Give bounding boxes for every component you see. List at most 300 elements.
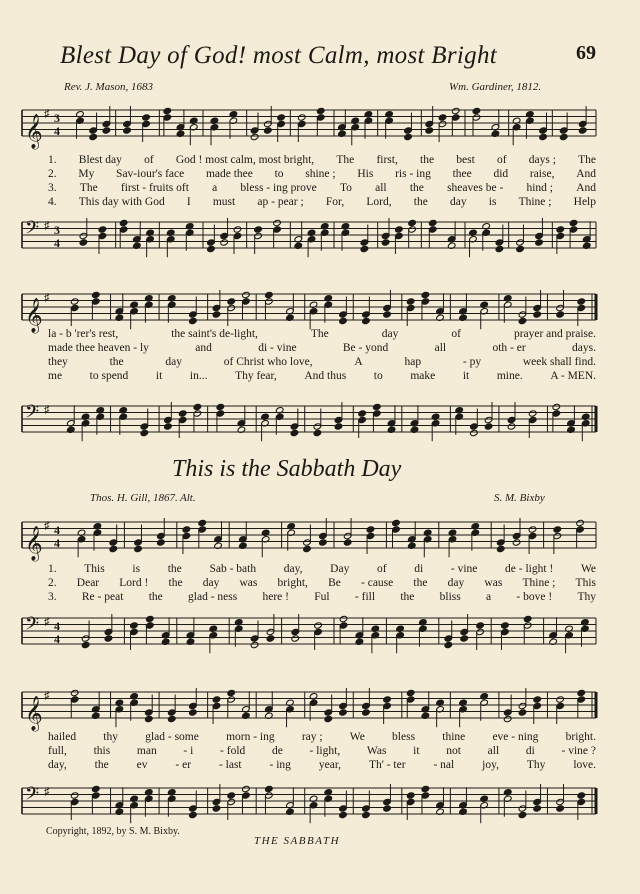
- note-head: [406, 792, 415, 799]
- lyric-syllable: the: [109, 356, 124, 368]
- note-head: [404, 133, 413, 140]
- lyric-syllable: - nal: [433, 759, 455, 771]
- lyric-syllable: full,: [48, 745, 67, 757]
- lyric-syllable: We: [580, 563, 596, 575]
- lyric-syllable: glad - some: [145, 731, 199, 743]
- lyric-syllable: the: [168, 577, 183, 589]
- lyric-syllable: Th' - ter: [368, 759, 406, 771]
- lyric-syllable: day: [447, 577, 465, 589]
- lyric-syllable: This: [575, 577, 596, 589]
- note-head: [319, 539, 328, 546]
- note-head: [70, 792, 79, 799]
- note-head: [164, 423, 173, 430]
- lyric-syllable: all: [487, 745, 500, 757]
- lyric-line: [48, 370, 596, 384]
- sharp-icon: ♯: [44, 690, 50, 702]
- lyric-syllable: ev: [136, 759, 148, 771]
- sharp-icon: ♯: [44, 404, 50, 416]
- note-head: [381, 239, 390, 246]
- lyric-syllable: best: [456, 154, 475, 166]
- lyric-syllable: made thee: [205, 168, 253, 180]
- note-head: [535, 239, 544, 246]
- note-head: [303, 545, 312, 552]
- lyric-syllable: The: [578, 154, 596, 166]
- lyric-syllable: Re - peat: [81, 591, 124, 603]
- lyric-syllable: And: [576, 182, 596, 194]
- lyric-syllable: 2.: [48, 577, 57, 589]
- lyric-syllable: mine.: [496, 370, 523, 382]
- note-head: [444, 641, 453, 648]
- note-head: [484, 423, 493, 430]
- note-head: [406, 689, 415, 696]
- note-head: [250, 641, 259, 648]
- note-head: [250, 133, 259, 140]
- lyric-syllable: hailed: [48, 731, 77, 743]
- lyric-syllable: Help: [573, 196, 596, 208]
- lyric-syllable: thy: [103, 731, 118, 743]
- note-head: [104, 635, 113, 642]
- bass-clef-icon: 𝄢: [25, 402, 40, 427]
- lyric-syllable: must: [212, 196, 236, 208]
- lyric-syllable: the: [413, 577, 428, 589]
- lyric-syllable: Thine ;: [522, 577, 556, 589]
- lyric-syllable: day: [449, 196, 467, 208]
- lyric-syllable: first - fruits oft: [120, 182, 189, 194]
- note-head: [362, 709, 371, 716]
- lyric-syllable: Day: [330, 563, 350, 575]
- lyric-syllable: the: [400, 591, 415, 603]
- lyric-line: [48, 356, 596, 370]
- lyric-syllable: a: [486, 591, 492, 603]
- note-head: [395, 226, 404, 233]
- note-head: [518, 317, 527, 324]
- treble-clef-icon: 𝄞: [25, 526, 43, 561]
- note-head: [277, 114, 286, 121]
- note-head: [167, 715, 176, 722]
- lyric-line: [48, 328, 596, 342]
- time-signature: 4: [54, 632, 60, 646]
- note-head: [157, 539, 166, 546]
- lyric-syllable: - light,: [309, 745, 341, 757]
- lyric-syllable: - fill: [354, 591, 376, 603]
- lyric-syllable: hind ;: [526, 182, 553, 194]
- lyric-line: [48, 342, 596, 356]
- lyric-syllable: ris - ing: [395, 168, 431, 180]
- lyric-syllable: shine ;: [305, 168, 336, 180]
- time-signature: 3: [54, 223, 60, 237]
- note-head: [324, 715, 333, 722]
- bass-clef-icon: 𝄢: [25, 784, 40, 809]
- lyric-syllable: di: [525, 745, 535, 757]
- lyric-syllable: this: [93, 745, 111, 757]
- lyric-syllable: the: [413, 196, 428, 208]
- note-head: [193, 403, 202, 410]
- hymn1-system1-treble-staff: [0, 104, 640, 149]
- note-head: [428, 219, 437, 226]
- treble-clef-icon: 𝄞: [25, 114, 43, 149]
- lyric-syllable: is: [132, 563, 141, 575]
- lyric-syllable: - vine ?: [561, 745, 596, 757]
- sharp-icon: ♯: [44, 616, 50, 628]
- time-signature: 4: [54, 536, 60, 550]
- note-head: [512, 539, 521, 546]
- note-head: [339, 317, 348, 324]
- note-head: [207, 245, 216, 252]
- lyric-syllable: in...: [189, 370, 208, 382]
- note-head: [552, 403, 561, 410]
- lyric-syllable: de - light !: [505, 563, 554, 575]
- note-head: [559, 133, 568, 140]
- note-head: [408, 219, 417, 226]
- note-head: [313, 429, 322, 436]
- note-head: [102, 127, 111, 134]
- lyric-syllable: 4.: [48, 196, 57, 208]
- lyric-syllable: raise,: [529, 168, 555, 180]
- time-signature: 4: [54, 523, 60, 537]
- note-head: [339, 811, 348, 818]
- hymn1-title: Blest Day of God! most Calm, most Bright: [60, 42, 497, 69]
- note-head: [476, 622, 485, 629]
- hymn1-system1-bass-staff: [0, 216, 640, 256]
- lyric-line: [48, 168, 596, 182]
- lyric-syllable: 1.: [48, 154, 57, 166]
- lyric-syllable: - i: [183, 745, 194, 757]
- note-head: [189, 317, 198, 324]
- lyric-syllable: of Christ who love,: [223, 356, 313, 368]
- lyric-syllable: thine: [442, 731, 466, 743]
- lyric-syllable: hap: [404, 356, 422, 368]
- lyric-syllable: they: [48, 356, 68, 368]
- hymn1-system1-lyrics: [48, 154, 596, 210]
- lyric-syllable: Was: [366, 745, 387, 757]
- lyric-syllable: sheaves be -: [447, 182, 504, 194]
- note-head: [556, 805, 565, 812]
- lyric-syllable: man: [136, 745, 157, 757]
- note-head: [334, 423, 343, 430]
- note-head: [70, 689, 79, 696]
- copyright-notice: Copyright, 1892, by S. M. Bixby.: [46, 826, 180, 837]
- lyric-syllable: to: [373, 370, 383, 382]
- lyric-syllable: God ! most calm, most bright,: [175, 154, 315, 166]
- note-head: [425, 127, 434, 134]
- note-head: [383, 805, 392, 812]
- note-head: [91, 291, 100, 298]
- note-head: [265, 291, 274, 298]
- note-head: [406, 298, 415, 305]
- lyric-syllable: all: [434, 342, 447, 354]
- lyric-syllable: A: [354, 356, 363, 368]
- note-head: [518, 709, 527, 716]
- note-head: [89, 133, 98, 140]
- note-head: [556, 311, 565, 318]
- note-head: [528, 410, 537, 417]
- note-head: [358, 410, 367, 417]
- lyric-syllable: de: [271, 745, 283, 757]
- lyric-syllable: Ful: [314, 591, 330, 603]
- lyric-syllable: of: [496, 154, 507, 166]
- lyric-syllable: the: [167, 563, 182, 575]
- note-head: [273, 219, 282, 226]
- hymn1-music-credit: Wm. Gardiner, 1812.: [449, 81, 542, 93]
- lyric-syllable: love.: [573, 759, 596, 771]
- note-head: [227, 792, 236, 799]
- note-head: [212, 696, 221, 703]
- lyric-syllable: days ;: [528, 154, 556, 166]
- note-head: [119, 219, 128, 226]
- lyric-line: [48, 591, 596, 605]
- lyric-syllable: 2.: [48, 168, 57, 180]
- note-head: [145, 715, 154, 722]
- lyric-syllable: and: [195, 342, 212, 354]
- sharp-icon: ♯: [44, 220, 50, 232]
- lyric-syllable: ray ;: [301, 731, 323, 743]
- lyric-syllable: The: [336, 154, 355, 166]
- lyric-syllable: - ing: [269, 759, 291, 771]
- note-head: [470, 429, 479, 436]
- lyric-syllable: bright,: [277, 577, 308, 589]
- lyric-syllable: Lord !: [119, 577, 149, 589]
- lyric-syllable: We: [349, 731, 365, 743]
- hymn1-words-credit: Rev. J. Mason, 1683: [64, 81, 153, 93]
- lyric-syllable: A - MEN.: [550, 370, 596, 382]
- note-head: [553, 526, 562, 533]
- note-head: [70, 298, 79, 305]
- lyric-syllable: the: [409, 182, 424, 194]
- sharp-icon: ♯: [44, 520, 50, 532]
- sharp-icon: ♯: [44, 292, 50, 304]
- note-head: [339, 615, 348, 622]
- lyric-line: [48, 196, 596, 210]
- lyric-syllable: I: [186, 196, 191, 208]
- lyric-syllable: - cause: [361, 577, 394, 589]
- note-head: [163, 107, 172, 114]
- lyric-syllable: is: [488, 196, 497, 208]
- lyric-syllable: made thee heaven - ly: [48, 342, 149, 354]
- note-head: [366, 526, 375, 533]
- note-head: [220, 239, 229, 246]
- lyric-syllable: was: [484, 577, 503, 589]
- lyric-syllable: Be: [328, 577, 341, 589]
- note-head: [578, 127, 587, 134]
- lyric-syllable: For,: [325, 196, 345, 208]
- lyric-syllable: Sav-iour's face: [116, 168, 185, 180]
- lyric-syllable: Be - yond: [342, 342, 389, 354]
- note-head: [569, 219, 578, 226]
- lyric-syllable: di: [414, 563, 424, 575]
- note-head: [556, 696, 565, 703]
- lyric-syllable: This: [84, 563, 105, 575]
- note-head: [233, 226, 242, 233]
- note-head: [79, 239, 88, 246]
- note-head: [314, 622, 323, 629]
- hymn2-words-credit: Thos. H. Gill, 1867.: [90, 492, 178, 504]
- note-head: [438, 114, 447, 121]
- lyric-syllable: it: [462, 370, 470, 382]
- note-head: [501, 622, 510, 629]
- lyric-syllable: first,: [376, 154, 398, 166]
- lyric-syllable: prayer and praise.: [513, 328, 596, 340]
- lyric-syllable: week shall find.: [522, 356, 596, 368]
- lyric-syllable: year,: [318, 759, 342, 771]
- lyric-syllable: bright.: [565, 731, 596, 743]
- lyric-syllable: Thy: [526, 759, 546, 771]
- hymn1-system2-bass-staff: [0, 400, 640, 440]
- lyric-syllable: - fold: [220, 745, 246, 757]
- lyric-syllable: ap - pear ;: [257, 196, 304, 208]
- lyric-syllable: a: [212, 182, 218, 194]
- note-head: [421, 291, 430, 298]
- note-head: [146, 615, 155, 622]
- page-number: 69: [576, 42, 596, 64]
- note-head: [109, 545, 118, 552]
- sharp-icon: ♯: [44, 108, 50, 120]
- note-head: [533, 805, 542, 812]
- lyric-line: [48, 577, 596, 591]
- hymn1-system2-treble-staff: [0, 288, 640, 333]
- note-head: [577, 298, 586, 305]
- lyric-syllable: of: [144, 154, 154, 166]
- note-head: [360, 245, 369, 252]
- lyric-syllable: 3.: [48, 591, 57, 603]
- note-head: [212, 311, 221, 318]
- section-footer: THE SABBATH: [254, 835, 341, 847]
- note-head: [576, 519, 585, 526]
- note-head: [516, 245, 525, 252]
- lyric-syllable: the saint's de-light,: [171, 328, 258, 340]
- lyric-syllable: day: [165, 356, 183, 368]
- note-head: [198, 519, 207, 526]
- note-head: [98, 226, 107, 233]
- note-head: [533, 696, 542, 703]
- lyric-line: [48, 745, 596, 759]
- note-head: [178, 410, 187, 417]
- lyric-syllable: it: [413, 745, 420, 757]
- note-head: [216, 403, 225, 410]
- note-head: [528, 526, 537, 533]
- note-head: [577, 689, 586, 696]
- note-head: [189, 709, 198, 716]
- note-head: [339, 709, 348, 716]
- lyric-syllable: Thine ;: [518, 196, 552, 208]
- note-head: [290, 429, 299, 436]
- lyric-syllable: To: [339, 182, 352, 194]
- lyric-syllable: thee: [452, 168, 472, 180]
- hymn2-system1-treble-staff: [0, 516, 640, 561]
- time-signature: 4: [54, 619, 60, 633]
- bass-clef-icon: 𝄢: [25, 218, 40, 243]
- hymn2-system2-bass-staff: [0, 782, 640, 822]
- lyric-syllable: all: [375, 182, 387, 194]
- note-head: [140, 429, 149, 436]
- note-head: [343, 539, 352, 546]
- hymn2-alt-note: Alt.: [180, 492, 196, 504]
- lyric-syllable: Thy: [577, 591, 596, 603]
- lyric-syllable: la - b 'rer's rest,: [48, 328, 119, 340]
- note-head: [507, 423, 516, 430]
- note-head: [134, 545, 143, 552]
- lyric-syllable: And thus: [304, 370, 347, 382]
- lyric-syllable: day,: [283, 563, 303, 575]
- note-head: [392, 519, 401, 526]
- note-head: [142, 114, 151, 121]
- lyric-syllable: The: [79, 182, 98, 194]
- note-head: [383, 311, 392, 318]
- lyric-syllable: And: [576, 168, 596, 180]
- lyric-syllable: 1.: [48, 563, 57, 575]
- note-head: [383, 696, 392, 703]
- note-head: [264, 127, 273, 134]
- note-head: [523, 615, 532, 622]
- lyric-syllable: of: [451, 328, 461, 340]
- lyric-line: [48, 731, 596, 745]
- note-head: [297, 114, 306, 121]
- note-head: [362, 811, 371, 818]
- lyric-line: [48, 154, 596, 168]
- lyric-line: [48, 182, 596, 196]
- note-head: [227, 298, 236, 305]
- lyric-syllable: it: [155, 370, 163, 382]
- note-head: [266, 635, 275, 642]
- note-head: [362, 317, 371, 324]
- hymn2-system1-bass-staff: [0, 612, 640, 652]
- treble-clef-icon: 𝄞: [25, 298, 43, 333]
- treble-clef-icon: 𝄞: [25, 696, 43, 731]
- note-head: [242, 785, 251, 792]
- lyric-syllable: to: [274, 168, 284, 180]
- lyric-syllable: - last: [218, 759, 242, 771]
- lyric-syllable: me: [48, 370, 63, 382]
- note-head: [503, 715, 512, 722]
- lyric-syllable: 3.: [48, 182, 57, 194]
- note-head: [496, 545, 505, 552]
- lyric-syllable: This day with God: [78, 196, 165, 208]
- lyric-syllable: - py: [462, 356, 482, 368]
- lyric-syllable: The: [310, 328, 329, 340]
- lyric-syllable: day: [202, 577, 220, 589]
- note-head: [130, 622, 139, 629]
- lyric-syllable: bless: [392, 731, 416, 743]
- note-head: [373, 403, 382, 410]
- lyric-syllable: day,: [48, 759, 67, 771]
- note-head: [212, 805, 221, 812]
- note-head: [316, 107, 325, 114]
- lyric-syllable: glad - ness: [188, 591, 238, 603]
- note-head: [472, 107, 481, 114]
- lyric-syllable: Sab - bath: [209, 563, 257, 575]
- note-head: [254, 226, 263, 233]
- lyric-syllable: day: [381, 328, 399, 340]
- lyric-syllable: eve - ning: [492, 731, 539, 743]
- note-head: [518, 811, 527, 818]
- lyric-syllable: Dear: [76, 577, 100, 589]
- note-head: [227, 689, 236, 696]
- bass-clef-icon: 𝄢: [25, 614, 40, 639]
- time-signature: 3: [54, 111, 60, 125]
- hymn2-title: This is the Sabbath Day: [172, 456, 402, 482]
- lyric-syllable: di - vine: [258, 342, 297, 354]
- lyric-syllable: was: [239, 577, 258, 589]
- lyric-syllable: not: [446, 745, 461, 757]
- lyric-syllable: My: [78, 168, 95, 180]
- hymn2-system2-lyrics: [48, 731, 596, 773]
- lyric-line: [48, 563, 596, 577]
- note-head: [556, 226, 565, 233]
- lyric-syllable: oth - er: [492, 342, 526, 354]
- note-head: [81, 641, 90, 648]
- note-head: [495, 245, 504, 252]
- lyric-syllable: of: [377, 563, 387, 575]
- note-head: [265, 785, 274, 792]
